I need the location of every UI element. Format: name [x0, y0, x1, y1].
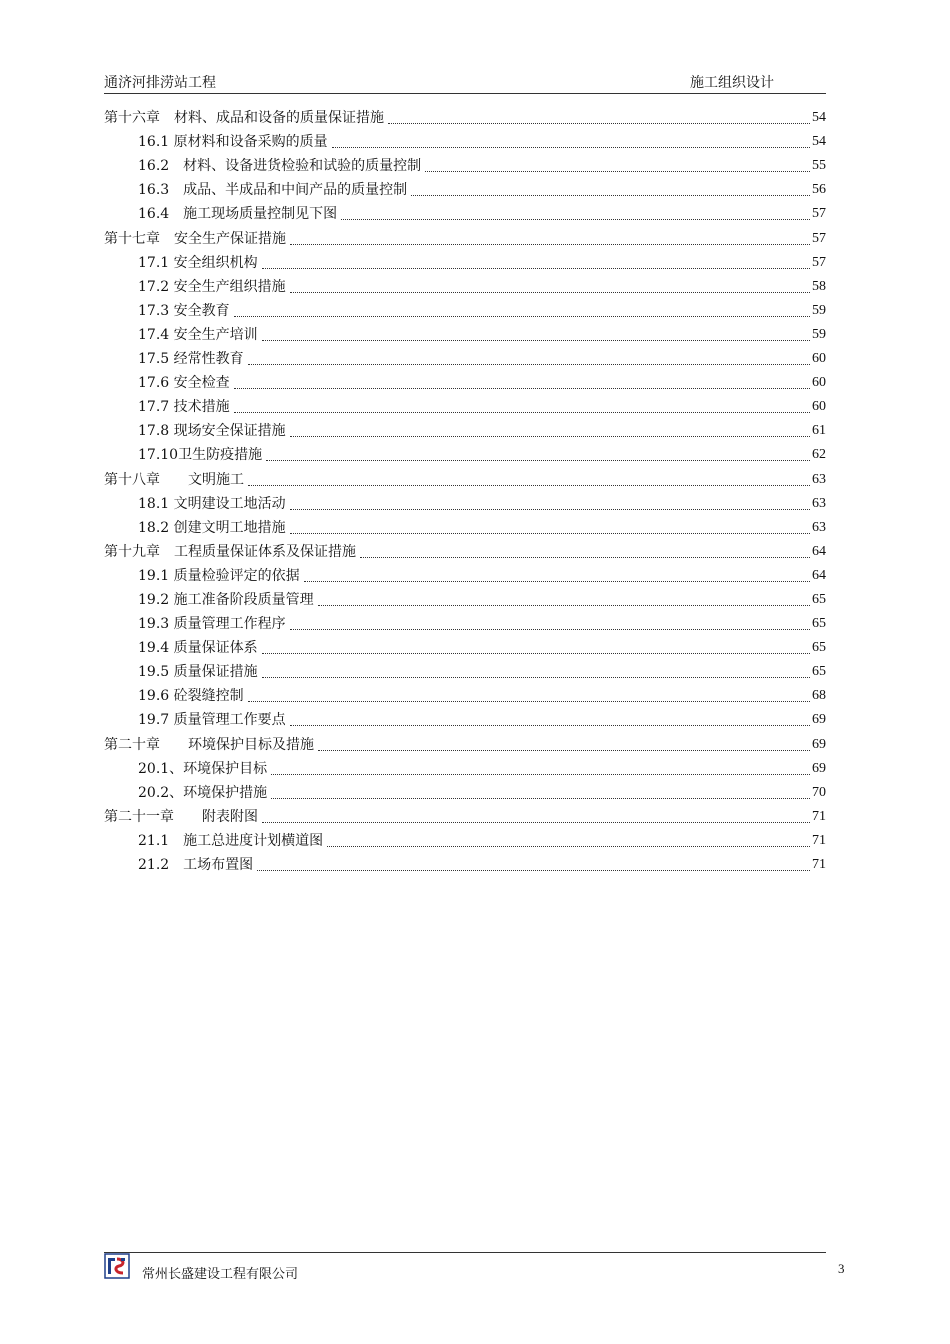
- toc-entry-title: 第十九章 工程质量保证体系及保证措施: [104, 543, 356, 560]
- toc-entry-page: 58: [812, 278, 826, 294]
- toc-entry-page: 63: [812, 495, 826, 511]
- page-header: [104, 70, 826, 94]
- toc-section-row[interactable]: [104, 369, 826, 393]
- toc-section-row[interactable]: [104, 706, 826, 730]
- toc-dot-leader: [248, 471, 810, 486]
- toc-dot-leader: [290, 711, 810, 726]
- toc-entry-page: 65: [812, 591, 826, 607]
- toc-dot-leader: [262, 663, 810, 678]
- toc-entry-title: 19.4 质量保证体系: [138, 640, 258, 657]
- toc-dot-leader: [248, 350, 810, 365]
- toc-dot-leader: [318, 591, 810, 606]
- toc-entry-title: 17.1 安全组织机构: [138, 254, 258, 271]
- toc-dot-leader: [266, 446, 810, 461]
- toc-dot-leader: [271, 784, 810, 799]
- toc-dot-leader: [327, 832, 810, 847]
- page-footer: [104, 1252, 845, 1293]
- toc-entry-page: 54: [812, 110, 826, 126]
- toc-dot-leader: [304, 567, 810, 582]
- toc-entry-page: 68: [812, 688, 826, 704]
- toc-section-row[interactable]: [104, 321, 826, 345]
- toc-entry-page: 64: [812, 543, 826, 559]
- toc-entry-page: 60: [812, 351, 826, 367]
- toc-section-row[interactable]: [104, 297, 826, 321]
- toc-dot-leader: [262, 639, 810, 654]
- toc-dot-leader: [318, 736, 810, 751]
- toc-section-row[interactable]: [104, 176, 826, 200]
- toc-dot-leader: [257, 856, 810, 871]
- toc-section-row[interactable]: [104, 827, 826, 851]
- toc-section-row[interactable]: [104, 152, 826, 176]
- toc-entry-page: 61: [812, 423, 826, 439]
- toc-entry-title: 17.2 安全生产组织措施: [138, 278, 286, 295]
- toc-entry-page: 65: [812, 664, 826, 680]
- toc-section-row[interactable]: [104, 200, 826, 224]
- toc-chapter-row[interactable]: [104, 538, 826, 562]
- toc-entry-title: 20.2、环境保护措施: [138, 784, 268, 801]
- toc-entry-page: 63: [812, 471, 826, 487]
- toc-entry-page: 60: [812, 375, 826, 391]
- toc-entry-page: 55: [812, 158, 826, 174]
- toc-dot-leader: [290, 422, 810, 437]
- toc-dot-leader: [360, 543, 810, 558]
- toc-dot-leader: [411, 181, 810, 196]
- toc-entry-page: 62: [812, 447, 826, 463]
- toc-entry-title: 18.1 文明建设工地活动: [138, 495, 286, 512]
- header-project-name: 通济河排涝站工程: [104, 75, 216, 91]
- toc-chapter-row[interactable]: [104, 465, 826, 489]
- company-logo-icon: [104, 1253, 130, 1279]
- toc-section-row[interactable]: [104, 610, 826, 634]
- toc-entry-page: 57: [812, 254, 826, 270]
- toc-entry-page: 57: [812, 230, 826, 246]
- toc-entry-title: 19.2 施工准备阶段质量管理: [138, 591, 314, 608]
- footer-page-number: 3: [838, 1261, 845, 1276]
- toc-entry-title: 20.1、环境保护目标: [138, 760, 268, 777]
- toc-entry-page: 57: [812, 206, 826, 222]
- toc-entry-page: 71: [812, 832, 826, 848]
- toc-entry-page: 65: [812, 616, 826, 632]
- toc-section-row[interactable]: [104, 755, 826, 779]
- toc-dot-leader: [341, 205, 810, 220]
- toc-dot-leader: [290, 615, 810, 630]
- header-rule: [104, 93, 826, 94]
- toc-section-row[interactable]: [104, 417, 826, 441]
- toc-entry-title: 17.8 现场安全保证措施: [138, 423, 286, 440]
- toc-dot-leader: [290, 519, 810, 534]
- toc-entry-title: 21.1 施工总进度计划横道图: [138, 832, 324, 849]
- toc-entry-title: 16.4 施工现场质量控制见下图: [138, 206, 338, 223]
- toc-section-row[interactable]: [104, 249, 826, 273]
- toc-dot-leader: [290, 230, 810, 245]
- toc-entry-page: 60: [812, 399, 826, 415]
- toc-section-row[interactable]: [104, 586, 826, 610]
- toc-entry-title: 17.6 安全检查: [138, 375, 230, 392]
- toc-entry-title: 第二十一章 附表附图: [104, 808, 258, 825]
- toc-section-row[interactable]: [104, 441, 826, 465]
- toc-entry-title: 19.3 质量管理工作程序: [138, 616, 286, 633]
- toc-section-row[interactable]: [104, 490, 826, 514]
- toc-entry-title: 第十六章 材料、成品和设备的质量保证措施: [104, 110, 384, 127]
- toc-entry-title: 18.2 创建文明工地措施: [138, 519, 286, 536]
- toc-entry-page: 59: [812, 302, 826, 318]
- toc-entry-title: 17.7 技术措施: [138, 399, 230, 416]
- toc-dot-leader: [262, 326, 810, 341]
- toc-section-row[interactable]: [104, 658, 826, 682]
- toc-chapter-row[interactable]: [104, 730, 826, 754]
- toc-section-row[interactable]: [104, 393, 826, 417]
- toc-dot-leader: [271, 760, 810, 775]
- toc-section-row[interactable]: [104, 273, 826, 297]
- toc-dot-leader: [332, 133, 810, 148]
- toc-entry-title: 17.10卫生防疫措施: [138, 447, 263, 464]
- toc-entry-title: 17.5 经常性教育: [138, 351, 244, 368]
- toc-entry-page: 56: [812, 182, 826, 198]
- toc-entry-page: 63: [812, 519, 826, 535]
- toc-chapter-row[interactable]: [104, 803, 826, 827]
- toc-entry-title: 16.1 原材料和设备采购的质量: [138, 134, 328, 151]
- toc-entry-page: 69: [812, 736, 826, 752]
- toc-entry-title: 16.3 成品、半成品和中间产品的质量控制: [138, 182, 408, 199]
- toc-entry-title: 第十八章 文明施工: [104, 471, 244, 488]
- footer-company-name: 常州长盛建设工程有限公司: [142, 1267, 299, 1282]
- toc-dot-leader: [425, 157, 810, 172]
- toc-section-row[interactable]: [104, 851, 826, 875]
- toc-section-row[interactable]: [104, 345, 826, 369]
- toc-entry-page: 59: [812, 326, 826, 342]
- toc-dot-leader: [248, 687, 810, 702]
- toc-entry-page: 70: [812, 784, 826, 800]
- toc-entry-title: 21.2 工场布置图: [138, 857, 254, 873]
- toc-entry-page: 65: [812, 640, 826, 656]
- toc-section-row[interactable]: [104, 514, 826, 538]
- toc-chapter-row[interactable]: [104, 224, 826, 248]
- toc-entry-page: 69: [812, 760, 826, 776]
- toc-entry-page: 71: [812, 808, 826, 824]
- toc-dot-leader: [234, 302, 810, 317]
- toc-entry-page: 69: [812, 712, 826, 728]
- toc-section-row[interactable]: [104, 128, 826, 152]
- toc-section-row[interactable]: [104, 634, 826, 658]
- toc-section-row[interactable]: [104, 562, 826, 586]
- toc-entry-title: 17.4 安全生产培训: [138, 326, 258, 343]
- toc-dot-leader: [234, 398, 810, 413]
- toc-dot-leader: [388, 109, 810, 124]
- toc-entry-title: 第二十章 环境保护目标及措施: [104, 736, 314, 753]
- toc-dot-leader: [290, 495, 810, 510]
- toc-entry-title: 19.5 质量保证措施: [138, 664, 258, 681]
- toc-dot-leader: [290, 278, 810, 293]
- toc-entry-title: 19.1 质量检验评定的依据: [138, 567, 300, 584]
- toc-entry-page: 54: [812, 134, 826, 150]
- toc-entry-page: 71: [812, 857, 826, 872]
- table-of-contents: [104, 104, 826, 875]
- toc-entry-title: 16.2 材料、设备进货检验和试验的质量控制: [138, 158, 422, 175]
- header-document-type: 施工组织设计: [690, 75, 774, 91]
- toc-section-row[interactable]: [104, 682, 826, 706]
- toc-entry-title: 19.6 砼裂缝控制: [138, 688, 244, 705]
- toc-entry-page: 64: [812, 567, 826, 583]
- toc-dot-leader: [234, 374, 810, 389]
- toc-chapter-row[interactable]: [104, 104, 826, 128]
- toc-entry-title: 第十七章 安全生产保证措施: [104, 230, 286, 247]
- toc-dot-leader: [262, 808, 810, 823]
- toc-entry-title: 17.3 安全教育: [138, 302, 230, 319]
- toc-section-row[interactable]: [104, 779, 826, 803]
- toc-dot-leader: [262, 254, 810, 269]
- toc-entry-title: 19.7 质量管理工作要点: [138, 712, 286, 729]
